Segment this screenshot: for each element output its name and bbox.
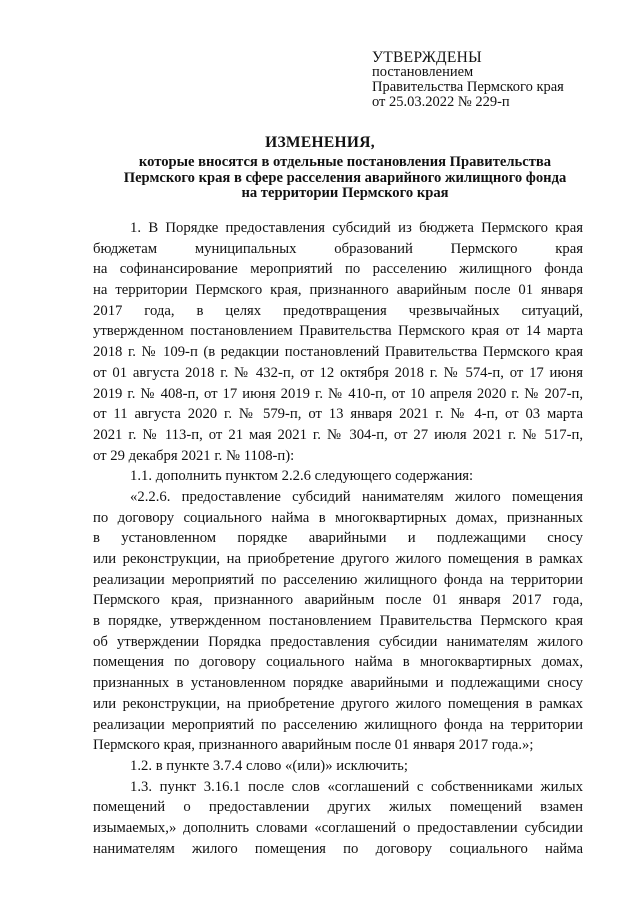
body-line: 1.1. дополнить пунктом 2.2.6 следующего содержания: <box>130 468 474 485</box>
body-line: или реконструкции, на приобретение другого жилого помещения в рамках <box>93 695 583 712</box>
body-line: от 11 августа 2020 г. № 579-п, от 13 января 2021 г. № 4-п, от 03 марта <box>93 406 583 423</box>
body-line: от 01 августа 2018 г. № 432-п, от 12 октября 2018 г. № 574-п, от 17 июня <box>93 364 583 381</box>
body-line: на софинансирование мероприятий по расселению жилищного фонда <box>93 261 583 278</box>
body-line: в установленном порядке аварийными и подлежащими сносу <box>93 530 583 547</box>
approval-line: Правительства Пермского края <box>372 79 564 95</box>
body-line: или реконструкции, на приобретение другого жилого помещения в рамках <box>93 551 583 567</box>
subtitle-line: на территории Пермского края <box>241 185 449 201</box>
subtitle-line: которые вносятся в отдельные постановления Правительства <box>138 154 552 170</box>
body-line: 2021 г. № 113-п, от 21 мая 2021 г. № 304-п, от 27 июля 2021 г. № 517-п, <box>93 426 583 443</box>
approval-date: от 25.03.2022 № 229-п <box>372 94 510 110</box>
body-line: 1.3. пункт 3.16.1 после слов «соглашений с собственниками жилых <box>130 778 583 795</box>
body-line: от 29 декабря 2021 г. № 1108-п): <box>93 447 295 464</box>
subtitle-line: Пермского края в сфере расселения аварийного жилищного фонда <box>123 169 567 186</box>
body-line: нанимателям жилого помещения по договору социального найма <box>93 840 583 857</box>
approval-block <box>372 50 564 110</box>
body-line: помещений о предоставлении других жилых помещений взамен <box>93 799 583 816</box>
body-line: признанных в установленном порядке аварийными и подлежащими сносу <box>93 675 583 692</box>
body-line: изымаемых,» дополнить словами «соглашений о предоставлении субсидии <box>93 819 583 836</box>
body-line: Пермского края, признанного аварийным после 01 января 2017 года.»; <box>93 737 534 754</box>
body-line: 1.2. в пункте 3.7.4 слово «(или)» исключить; <box>130 757 408 774</box>
body-line: в порядке, утвержденном постановлением Правительства Пермского края <box>93 613 583 630</box>
body-line: помещения по договору социального найма в многоквартирных домах, <box>93 654 583 671</box>
document-body <box>93 218 583 859</box>
document-title: ИЗМЕНЕНИЯ, <box>265 134 375 151</box>
body-line: 2018 г. № 109-п (в редакции постановлений Правительства Пермского края <box>93 344 583 361</box>
body-line: «2.2.6. предоставление субсидий нанимателям жилого помещения <box>130 488 583 505</box>
document-subtitle <box>110 155 580 202</box>
body-line: Пермского края, признанного аварийным после 01 января 2017 года, <box>93 592 583 609</box>
body-line: об утверждении Порядка предоставления субсидии нанимателям жилого <box>93 633 583 650</box>
body-line: по договору социального найма в многоквартирных домах, признанных <box>93 509 583 526</box>
body-line: бюджетам муниципальных образований Пермского края <box>93 240 583 257</box>
body-line: на территории Пермского края, признанного аварийным после 01 января <box>93 282 583 299</box>
body-line: 2019 г. № 408-п, от 17 июня 2019 г. № 410-п, от 10 апреля 2020 г. № 207-п, <box>93 385 583 402</box>
body-line: утвержденном постановлением Правительства Пермского края от 14 марта <box>93 323 583 340</box>
body-line: реализации мероприятий по расселению жилищного фонда на территории <box>93 716 583 733</box>
approval-line: постановлением <box>372 64 474 80</box>
approval-heading: УТВЕРЖДЕНЫ <box>372 49 482 66</box>
body-line: 2017 года, в целях предотвращения чрезвычайных ситуаций, <box>93 302 583 319</box>
body-line: реализации мероприятий по расселению жилищного фонда на территории <box>93 571 583 588</box>
body-line: 1. В Порядке предоставления субсидий из бюджета Пермского края <box>130 220 583 236</box>
